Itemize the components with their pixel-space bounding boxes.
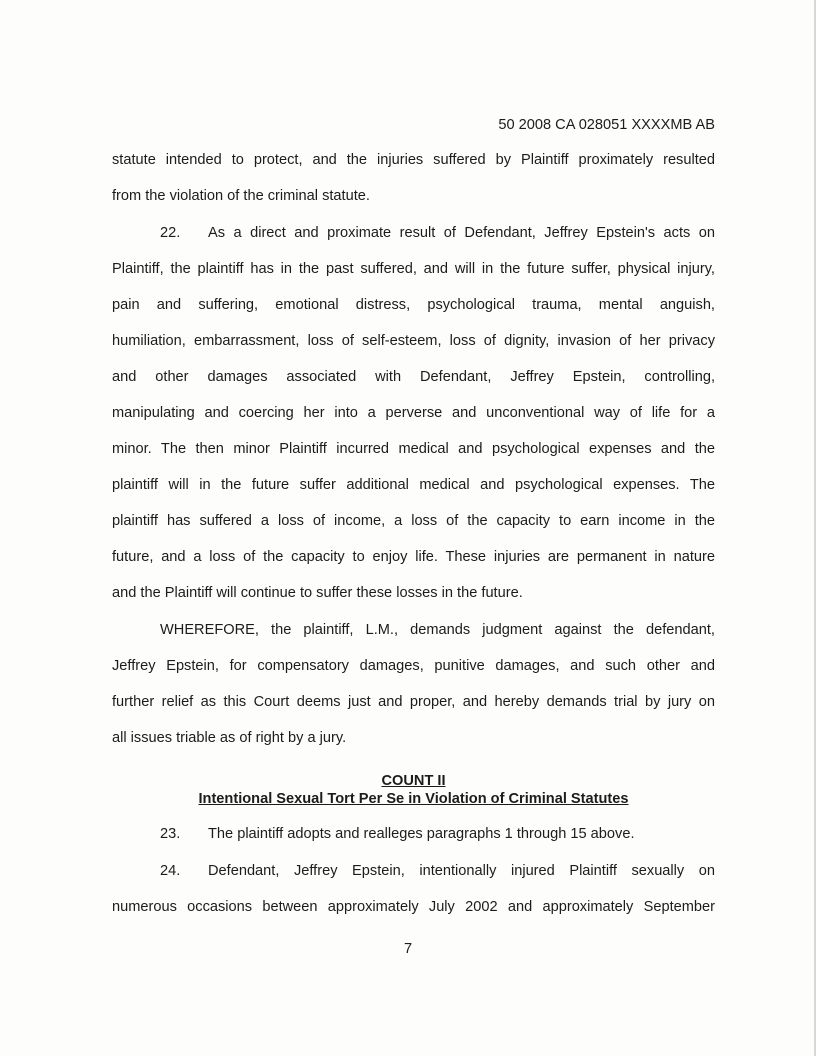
text-line: manipulating and coercing her into a perverse and unconventional way of life for a <box>112 405 715 421</box>
paragraph-text: The plaintiff adopts and realleges paragraphs 1 through 15 above. <box>208 826 635 842</box>
paragraph-24 <box>160 862 715 880</box>
count-subtitle: Intentional Sexual Tort Per Se in Violation of Criminal Statutes <box>198 791 629 807</box>
text-line: minor. The then minor Plaintiff incurred medical and psychological expenses and the <box>112 441 715 457</box>
text-line: pain and suffering, emotional distress, psychological trauma, mental anguish, <box>112 297 715 313</box>
text-line: future, and a loss of the capacity to enjoy life. These injuries are permanent in nature <box>112 549 715 565</box>
text-line: statute intended to protect, and the injuries suffered by Plaintiff proximately resulted <box>112 152 715 168</box>
case-number: 50 2008 CA 028051 XXXXMB AB <box>498 117 715 133</box>
wherefore-paragraph: WHEREFORE, the plaintiff, L.M., demands judgment against the defendant, <box>160 622 715 638</box>
text-line: further relief as this Court deems just and proper, and hereby demands trial by jury on <box>112 694 715 710</box>
count-title: COUNT II <box>381 773 446 789</box>
paragraph-23 <box>160 825 715 843</box>
text-line: plaintiff will in the future suffer additional medical and psychological expenses. The <box>112 477 715 493</box>
text-line: Jeffrey Epstein, for compensatory damages, punitive damages, and such other and <box>112 658 715 674</box>
paragraph-text: Defendant, Jeffrey Epstein, intentionally injured Plaintiff sexually on <box>208 863 715 879</box>
page-number: 7 <box>403 941 413 957</box>
text-line: and the Plaintiff will continue to suffer these losses in the future. <box>112 585 523 601</box>
paragraph-text: As a direct and proximate result of Defendant, Jeffrey Epstein's acts on <box>208 225 715 241</box>
paragraph-22 <box>160 224 715 242</box>
text-line: and other damages associated with Defendant, Jeffrey Epstein, controlling, <box>112 369 715 385</box>
text-line: plaintiff has suffered a loss of income, a loss of the capacity to earn income in the <box>112 513 715 529</box>
text-line: all issues triable as of right by a jury. <box>112 730 347 746</box>
text-line: Plaintiff, the plaintiff has in the past suffered, and will in the future suffer, physical injury, <box>112 261 715 277</box>
text-line: humiliation, embarrassment, loss of self-esteem, loss of dignity, invasion of her privacy <box>112 333 715 349</box>
text-line: from the violation of the criminal statute. <box>112 188 370 204</box>
paragraph-number: 22. <box>160 225 181 241</box>
paragraph-number: 24. <box>160 863 181 879</box>
paragraph-number: 23. <box>160 826 181 842</box>
text-line: numerous occasions between approximately July 2002 and approximately September <box>112 899 715 915</box>
